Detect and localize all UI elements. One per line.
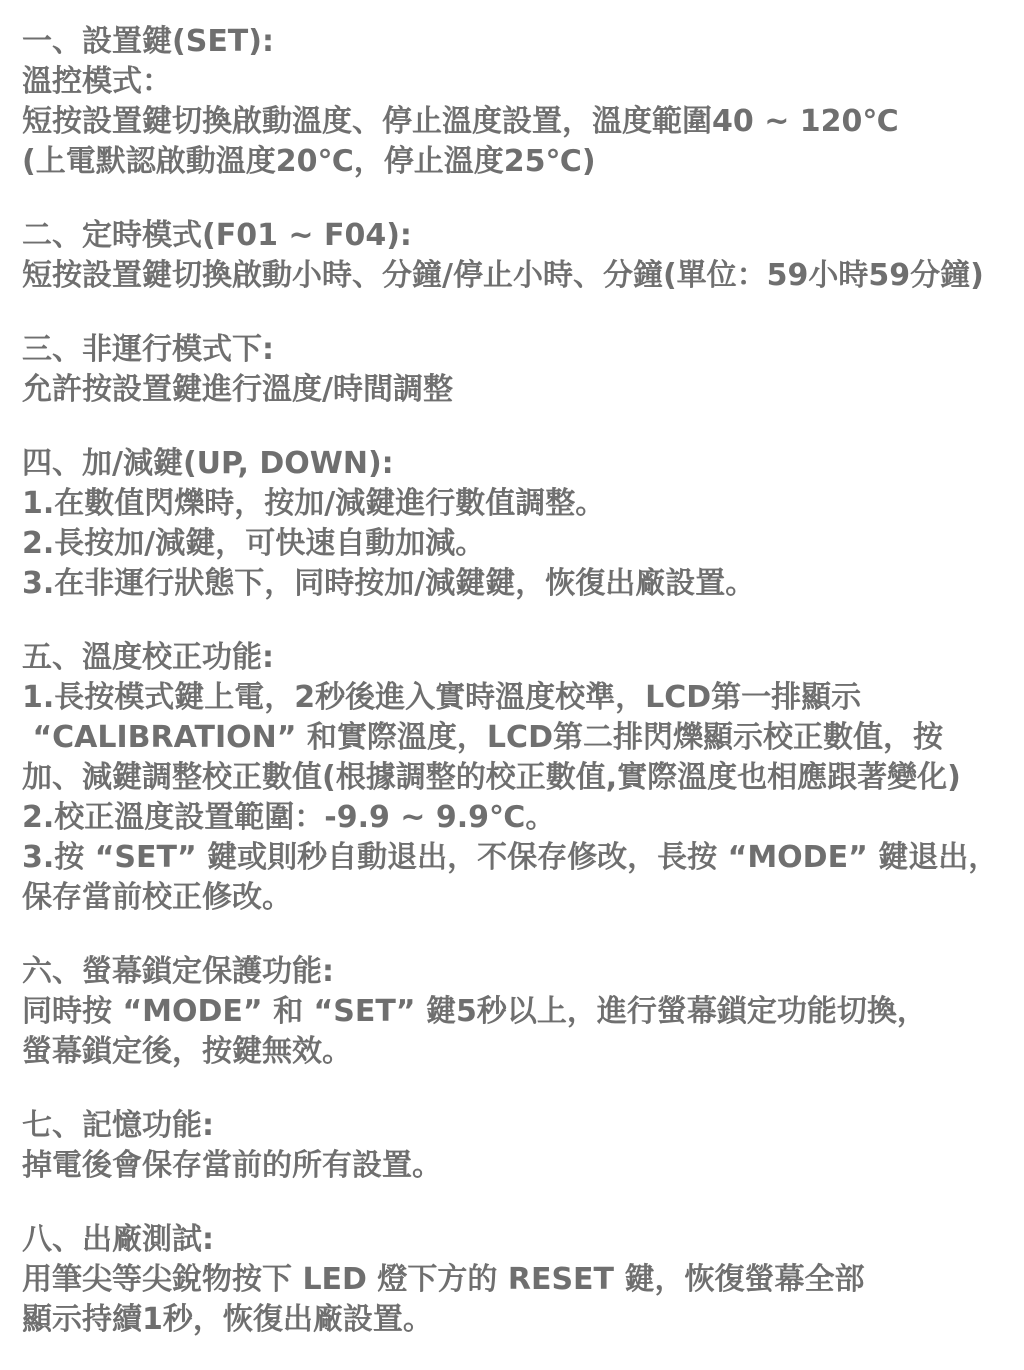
section-line: 掉電後會保存當前的所有設置。 <box>22 1148 442 1183</box>
section-line: “CALIBRATION” 和實際溫度，LCD第二排閃爍顯示校正數值，按 <box>22 720 943 755</box>
section-7 <box>22 1106 1016 1186</box>
section-line: 短按設置鍵切換啟動小時、分鐘/停止小時、分鐘(單位：59小時59分鐘) <box>22 258 984 293</box>
section-8 <box>22 1220 1016 1340</box>
section-line: 3.在非運行狀態下，同時按加/減鍵鍵，恢復出廠設置。 <box>22 566 756 601</box>
section-heading: 八、出廠測試: <box>22 1222 214 1257</box>
section-line: 2.長按加/減鍵，可快速自動加減。 <box>22 526 486 561</box>
section-line: 顯示持續1秒，恢復出廠設置。 <box>22 1302 433 1337</box>
section-line: 1.在數值閃爍時，按加/減鍵進行數值調整。 <box>22 486 606 521</box>
section-line: 加、減鍵調整校正數值(根據調整的校正數值,實際溫度也相應跟著變化) <box>22 760 961 795</box>
section-heading: 六、螢幕鎖定保護功能: <box>22 954 334 989</box>
section-line: 溫控模式： <box>22 64 172 99</box>
section-line: (上電默認啟動溫度20℃，停止溫度25℃) <box>22 144 596 179</box>
section-line: 短按設置鍵切換啟動溫度、停止溫度設置，溫度範圍40 ~ 120℃ <box>22 104 899 139</box>
section-1 <box>22 22 1016 182</box>
section-5 <box>22 638 1016 918</box>
section-heading: 三、非運行模式下: <box>22 332 274 367</box>
section-heading: 一、設置鍵(SET): <box>22 24 274 59</box>
section-line: 允許按設置鍵進行溫度/時間調整 <box>22 372 453 407</box>
section-2 <box>22 216 1016 296</box>
section-line: 同時按 “MODE” 和 “SET” 鍵5秒以上，進行螢幕鎖定功能切換， <box>22 994 927 1029</box>
section-line: 1.長按模式鍵上電，2秒後進入實時溫度校準，LCD第一排顯示 <box>22 680 862 715</box>
section-6 <box>22 952 1016 1072</box>
section-line: 保存當前校正修改。 <box>22 880 292 915</box>
section-4 <box>22 444 1016 604</box>
section-line: 2.校正溫度設置範圍：-9.9 ~ 9.9℃。 <box>22 800 556 835</box>
section-heading: 四、加/減鍵(UP, DOWN): <box>22 446 394 481</box>
section-line: 用筆尖等尖銳物按下 LED 燈下方的 RESET 鍵，恢復螢幕全部 <box>22 1262 865 1297</box>
section-3 <box>22 330 1016 410</box>
section-line: 螢幕鎖定後，按鍵無效。 <box>22 1034 352 1069</box>
section-heading: 二、定時模式(F01 ~ F04): <box>22 218 412 253</box>
section-heading: 七、記憶功能: <box>22 1108 214 1143</box>
section-line: 3.按 “SET” 鍵或則秒自動退出，不保存修改，長按 “MODE” 鍵退出， <box>22 840 999 875</box>
section-heading: 五、溫度校正功能: <box>22 640 274 675</box>
